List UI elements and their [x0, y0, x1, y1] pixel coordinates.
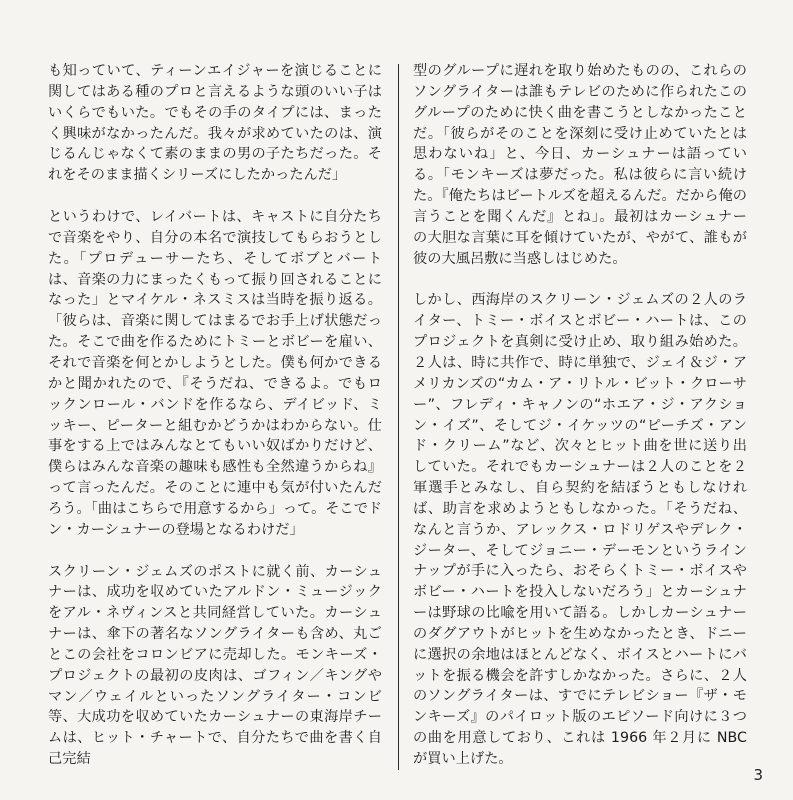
column-divider [398, 64, 399, 770]
page-number: 3 [753, 766, 763, 784]
left-paragraph-2: というわけで、レイバートは、キャストに自分たちで音楽をやり、自分の本名で演技してもらおうとした。「プロデューサーたち、そしてボブとバートは、音楽の力にまったくもって振り回されることになった」とマイケル・ネスミスは当時を振り返る。「彼らは、音楽に関してはまるでお手上げ状態だった。そこで曲を作るためにトミーとボビーを雇い、それで音楽を何とかしようとした。僕も何かできるかと聞かれたので、『そうだね、できるよ。でもロックンロール・バンドを作るなら、デイビッド、ミッキー、ピーターと組むかどうかはわからない。仕事をする上ではみんなとてもいい奴ばかりだけど、僕らはみんな音楽の趣味も感性も全然違うからね』って言ったんだ。そのことに連中も気が付いたんだろう。「曲はこちらで用意するから」って。そこでドン・カーシュナーの登場となるわけだ」 [48, 209, 382, 538]
left-text-column [48, 61, 382, 791]
right-paragraph-1: 型のグループに遅れを取り始めたものの、これらのソングライターは誰もテレビのために作られたこのグループのために快く曲を書こうとしなかったことだ。「彼らがそのことを深刻に受け止めていたとは思わないね」と、今日、カーシュナーは語っている。「モンキーズは夢だった。私は彼らに言い続けた。『俺たちはビートルズを超えるんだ。だから俺の言うことを聞くんだ』とね」。最初はカーシュナーの大胆な言葉に耳を傾けていたが、やがて、誰もが彼の大風呂敷に当惑しはじめた。 [413, 63, 747, 267]
right-text-column [413, 61, 747, 791]
left-paragraph-3: スクリーン・ジェムズのポストに就く前、カーシュナーは、成功を収めていたアルドン・ミュージックをアル・ネヴィンスと共同経営していた。カーシュナーは、傘下の著名なソングライターも含め、丸ごとこの会社をコロンビアに売却した。モンキーズ・プロジェクトの最初の皮肉は、ゴフィン／キングやマン／ウェイルといったソングライター・コンビ等、大成功を収めていたカーシュナーの東海岸チームは、ヒット・チャートで、自分たちで曲を書く自己完結 [48, 563, 382, 768]
right-paragraph-2: しかし、西海岸のスクリーン・ジェムズの２人のライター、トミー・ボイスとボビー・ハートは、このプロジェクトを真剣に受け止め、取り組み始めた。２人は、時に共作で、時に単独で、ジェイ＆ジ・アメリカンズの“カム・ア・リトル・ビット・クローサー”、フレディ・キャノンの“ホエア・ジ・アクション・イズ”、そしてジ・イケッツの“ピーチズ・アンド・クリーム”など、次々とヒット曲を世に送り出していた。それでもカーシュナーは２人のことを２軍選手とみなし、自ら契約を結ぼうともしなければ、助言を求めようともしなかった。「そうだね、なんと言うか、アレックス・ロドリゲスやデレク・ジーター、そしてジョニー・デーモンというラインナップが手に入ったら、おそらくトミー・ボイスやボビー・ハートを投入しないだろう」とカーシュナーは野球の比喩を用いて語る。しかしカーシュナーのダグアウトがヒットを生めなかったとき、ドニーに選択の余地はほとんどなく、ボイスとハートにバットを振る機会を許すしかなかった。さらに、２人のソングライターは、すでにテレビショー『ザ・モンキーズ』のパイロット版のエピソード向けに３つの曲を用意しており、これは 1966 年２月に NBC が買い上げた。 [413, 292, 747, 767]
left-paragraph-1: も知っていて、ティーンエイジャーを演じることに関してはある種のプロと言えるような頭のいい子はいくらでもいた。でもその手のタイプには、まったく興味がなかったんだ。我々が求めていたのは、演じるんじゃなくて素のままの男の子たちだった。それをそのまま描くシリーズにしたかったんだ」 [48, 63, 382, 184]
